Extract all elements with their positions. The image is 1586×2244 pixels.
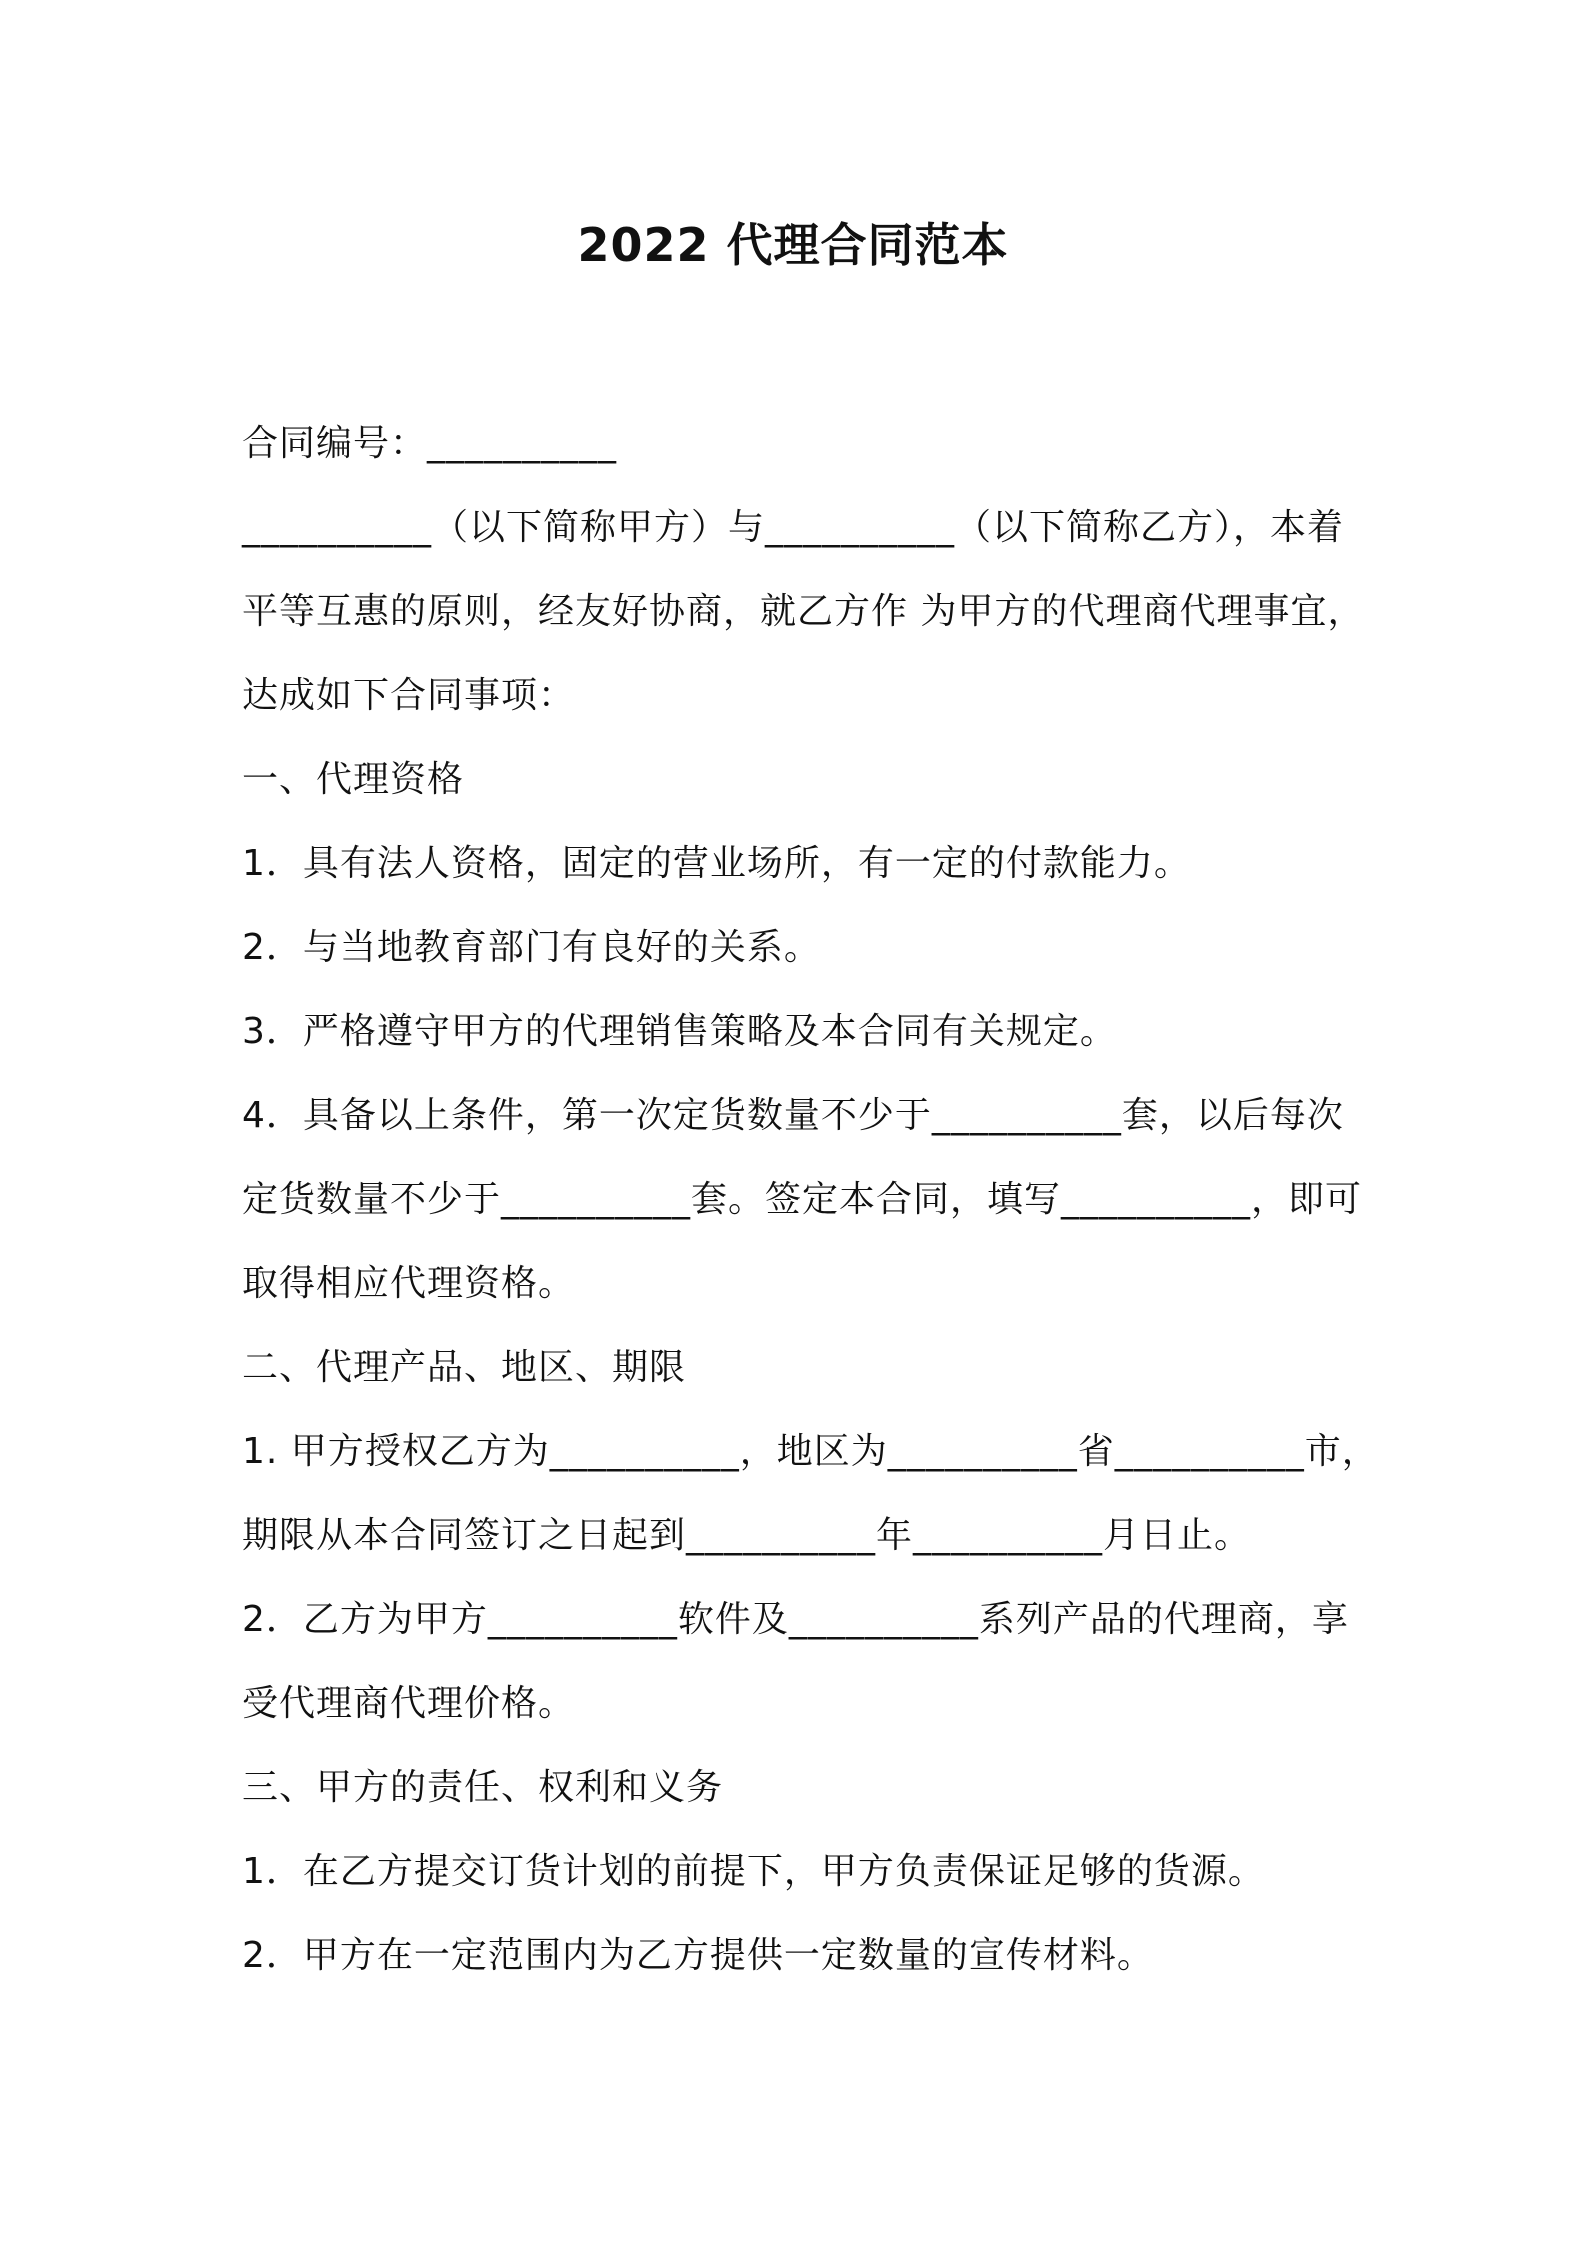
- section-heading: 一、代理资格: [242, 759, 465, 800]
- clause-line: 期限从本合同签订之日起到__________年__________月日止。: [242, 1515, 1252, 1556]
- clause-line: 受代理商代理价格。: [242, 1683, 576, 1724]
- clause-line: 取得相应代理资格。: [242, 1263, 576, 1304]
- clause-line: 3．严格遵守甲方的代理销售策略及本合同有关规定。: [242, 1011, 1117, 1052]
- clause-line: 1. 甲方授权乙方为__________，地区为__________省__________市，: [242, 1431, 1379, 1472]
- clause-line: 2．乙方为甲方__________软件及__________系列产品的代理商，享: [242, 1599, 1349, 1640]
- clause-line: 2．甲方在一定范围内为乙方提供一定数量的宣传材料。: [242, 1935, 1154, 1976]
- clause-line: 2．与当地教育部门有良好的关系。: [242, 927, 821, 968]
- contract-number-line: 合同编号：__________: [242, 423, 618, 464]
- principle-line: 平等互惠的原则，经友好协商，就乙方作 为甲方的代理商代理事宜，: [242, 591, 1365, 632]
- clause-line: 定货数量不少于__________套。签定本合同，填写__________，即可: [242, 1179, 1363, 1220]
- section-heading: 三、甲方的责任、权利和义务: [242, 1767, 724, 1808]
- section-heading: 二、代理产品、地区、期限: [242, 1347, 687, 1388]
- clause-line: 1．具有法人资格，固定的营业场所，有一定的付款能力。: [242, 843, 1191, 884]
- agreement-intro-line: 达成如下合同事项：: [242, 675, 576, 716]
- clause-line: 4．具备以上条件，第一次定货数量不少于__________套，以后每次: [242, 1095, 1344, 1136]
- parties-line: __________（以下简称甲方）与__________（以下简称乙方），本着: [242, 507, 1345, 548]
- contract-body: [242, 402, 1379, 1998]
- page-title: 2022 代理合同范本: [577, 218, 1009, 272]
- clause-line: 1．在乙方提交订货计划的前提下，甲方负责保证足够的货源。: [242, 1851, 1265, 1892]
